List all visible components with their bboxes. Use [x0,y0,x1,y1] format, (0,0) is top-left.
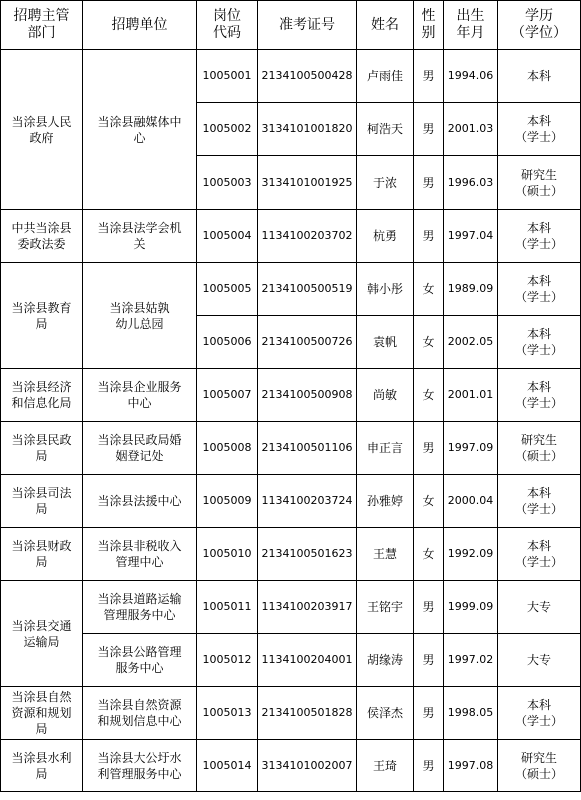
birth-date: 1992.09 [444,528,498,581]
table-row [1,581,581,634]
education: 本科 （学士） [498,210,581,263]
table-row [1,210,581,263]
gender: 男 [414,687,444,740]
dept-cell: 当涂县经济 和信息化局 [1,369,83,422]
table-row [1,740,581,792]
post-code: 1005004 [197,210,258,263]
education: 本科 （学士） [498,103,581,156]
education: 本科 （学士） [498,316,581,369]
unit-cell: 当涂县大公圩水 利管理服务中心 [83,740,197,792]
gender: 男 [414,740,444,792]
candidate-name: 卢雨佳 [357,50,414,103]
education: 本科 （学士） [498,263,581,316]
exam-number: 2134100501828 [258,687,357,740]
birth-date: 1997.02 [444,634,498,687]
header-name: 姓名 [357,1,414,50]
birth-date: 2001.01 [444,369,498,422]
unit-cell: 当涂县非税收入 管理中心 [83,528,197,581]
exam-number: 2134100501106 [258,422,357,475]
exam-number: 1134100204001 [258,634,357,687]
dept-cell: 当涂县教育 局 [1,263,83,369]
post-code: 1005008 [197,422,258,475]
unit-cell: 当涂县法学会机 关 [83,210,197,263]
header-gender: 性 别 [414,1,444,50]
education: 研究生 （硕士） [498,422,581,475]
gender: 男 [414,50,444,103]
dept-cell: 当涂县自然 资源和规划 局 [1,687,83,740]
birth-date: 1997.08 [444,740,498,792]
exam-number: 2134100500908 [258,369,357,422]
post-code: 1005014 [197,740,258,792]
birth-date: 1997.09 [444,422,498,475]
gender: 女 [414,369,444,422]
candidate-name: 于浓 [357,156,414,210]
birth-date: 2000.04 [444,475,498,528]
candidate-name: 王慧 [357,528,414,581]
candidate-name: 孙雅婷 [357,475,414,528]
exam-number: 1134100203702 [258,210,357,263]
exam-number: 1134100203917 [258,581,357,634]
candidate-name: 侯泽杰 [357,687,414,740]
dept-cell: 当涂县财政 局 [1,528,83,581]
post-code: 1005001 [197,50,258,103]
birth-date: 1994.06 [444,50,498,103]
birth-date: 1996.03 [444,156,498,210]
candidate-name: 申正言 [357,422,414,475]
unit-cell: 当涂县姑孰 幼儿总园 [83,263,197,369]
dept-cell: 中共当涂县 委政法委 [1,210,83,263]
exam-number: 1134100203724 [258,475,357,528]
table-row [1,687,581,740]
table-row [1,634,581,687]
education: 本科 （学士） [498,528,581,581]
table-row [1,263,581,316]
table-row [1,422,581,475]
post-code: 1005002 [197,103,258,156]
exam-number: 3134101001820 [258,103,357,156]
candidate-name: 王铭宇 [357,581,414,634]
table-row [1,475,581,528]
exam-number: 3134101001925 [258,156,357,210]
header-birth: 出生 年月 [444,1,498,50]
education: 本科 [498,50,581,103]
education: 本科 （学士） [498,369,581,422]
exam-number: 2134100500428 [258,50,357,103]
gender: 女 [414,263,444,316]
header-post: 岗位 代码 [197,1,258,50]
dept-cell: 当涂县司法 局 [1,475,83,528]
unit-cell: 当涂县公路管理 服务中心 [83,634,197,687]
post-code: 1005006 [197,316,258,369]
post-code: 1005005 [197,263,258,316]
gender: 男 [414,634,444,687]
exam-number: 2134100500726 [258,316,357,369]
header-edu: 学历 （学位） [498,1,581,50]
candidate-name: 胡缘涛 [357,634,414,687]
gender: 女 [414,528,444,581]
unit-cell: 当涂县道路运输 管理服务中心 [83,581,197,634]
education: 大专 [498,581,581,634]
table-row [1,50,581,103]
education: 研究生 （硕士） [498,156,581,210]
education: 本科 （学士） [498,475,581,528]
gender: 男 [414,156,444,210]
candidate-name: 尚敏 [357,369,414,422]
unit-cell: 当涂县法援中心 [83,475,197,528]
unit-cell: 当涂县自然资源 和规划信息中心 [83,687,197,740]
education: 本科 （学士） [498,687,581,740]
header-row [1,1,581,50]
candidate-name: 韩小彤 [357,263,414,316]
header-dept: 招聘主管 部门 [1,1,83,50]
candidate-name: 袁帆 [357,316,414,369]
gender: 男 [414,210,444,263]
education: 大专 [498,634,581,687]
candidate-name: 柯浩天 [357,103,414,156]
dept-cell: 当涂县水利 局 [1,740,83,792]
dept-cell: 当涂县民政 局 [1,422,83,475]
education: 研究生 （硕士） [498,740,581,792]
gender: 男 [414,581,444,634]
post-code: 1005011 [197,581,258,634]
birth-date: 1999.09 [444,581,498,634]
birth-date: 1998.05 [444,687,498,740]
gender: 男 [414,422,444,475]
post-code: 1005010 [197,528,258,581]
table-row [1,528,581,581]
post-code: 1005013 [197,687,258,740]
birth-date: 1989.09 [444,263,498,316]
unit-cell: 当涂县企业服务 中心 [83,369,197,422]
header-exam: 准考证号 [258,1,357,50]
post-code: 1005007 [197,369,258,422]
dept-cell: 当涂县人民 政府 [1,50,83,210]
candidate-name: 杭勇 [357,210,414,263]
post-code: 1005012 [197,634,258,687]
exam-number: 2134100500519 [258,263,357,316]
dept-cell: 当涂县交通 运输局 [1,581,83,687]
birth-date: 2002.05 [444,316,498,369]
exam-number: 2134100501623 [258,528,357,581]
unit-cell: 当涂县融媒体中 心 [83,50,197,210]
gender: 女 [414,316,444,369]
gender: 男 [414,103,444,156]
header-unit: 招聘单位 [83,1,197,50]
table-row [1,369,581,422]
gender: 女 [414,475,444,528]
post-code: 1005003 [197,156,258,210]
birth-date: 2001.03 [444,103,498,156]
post-code: 1005009 [197,475,258,528]
unit-cell: 当涂县民政局婚 姻登记处 [83,422,197,475]
exam-number: 3134101002007 [258,740,357,792]
birth-date: 1997.04 [444,210,498,263]
candidate-name: 王琦 [357,740,414,792]
